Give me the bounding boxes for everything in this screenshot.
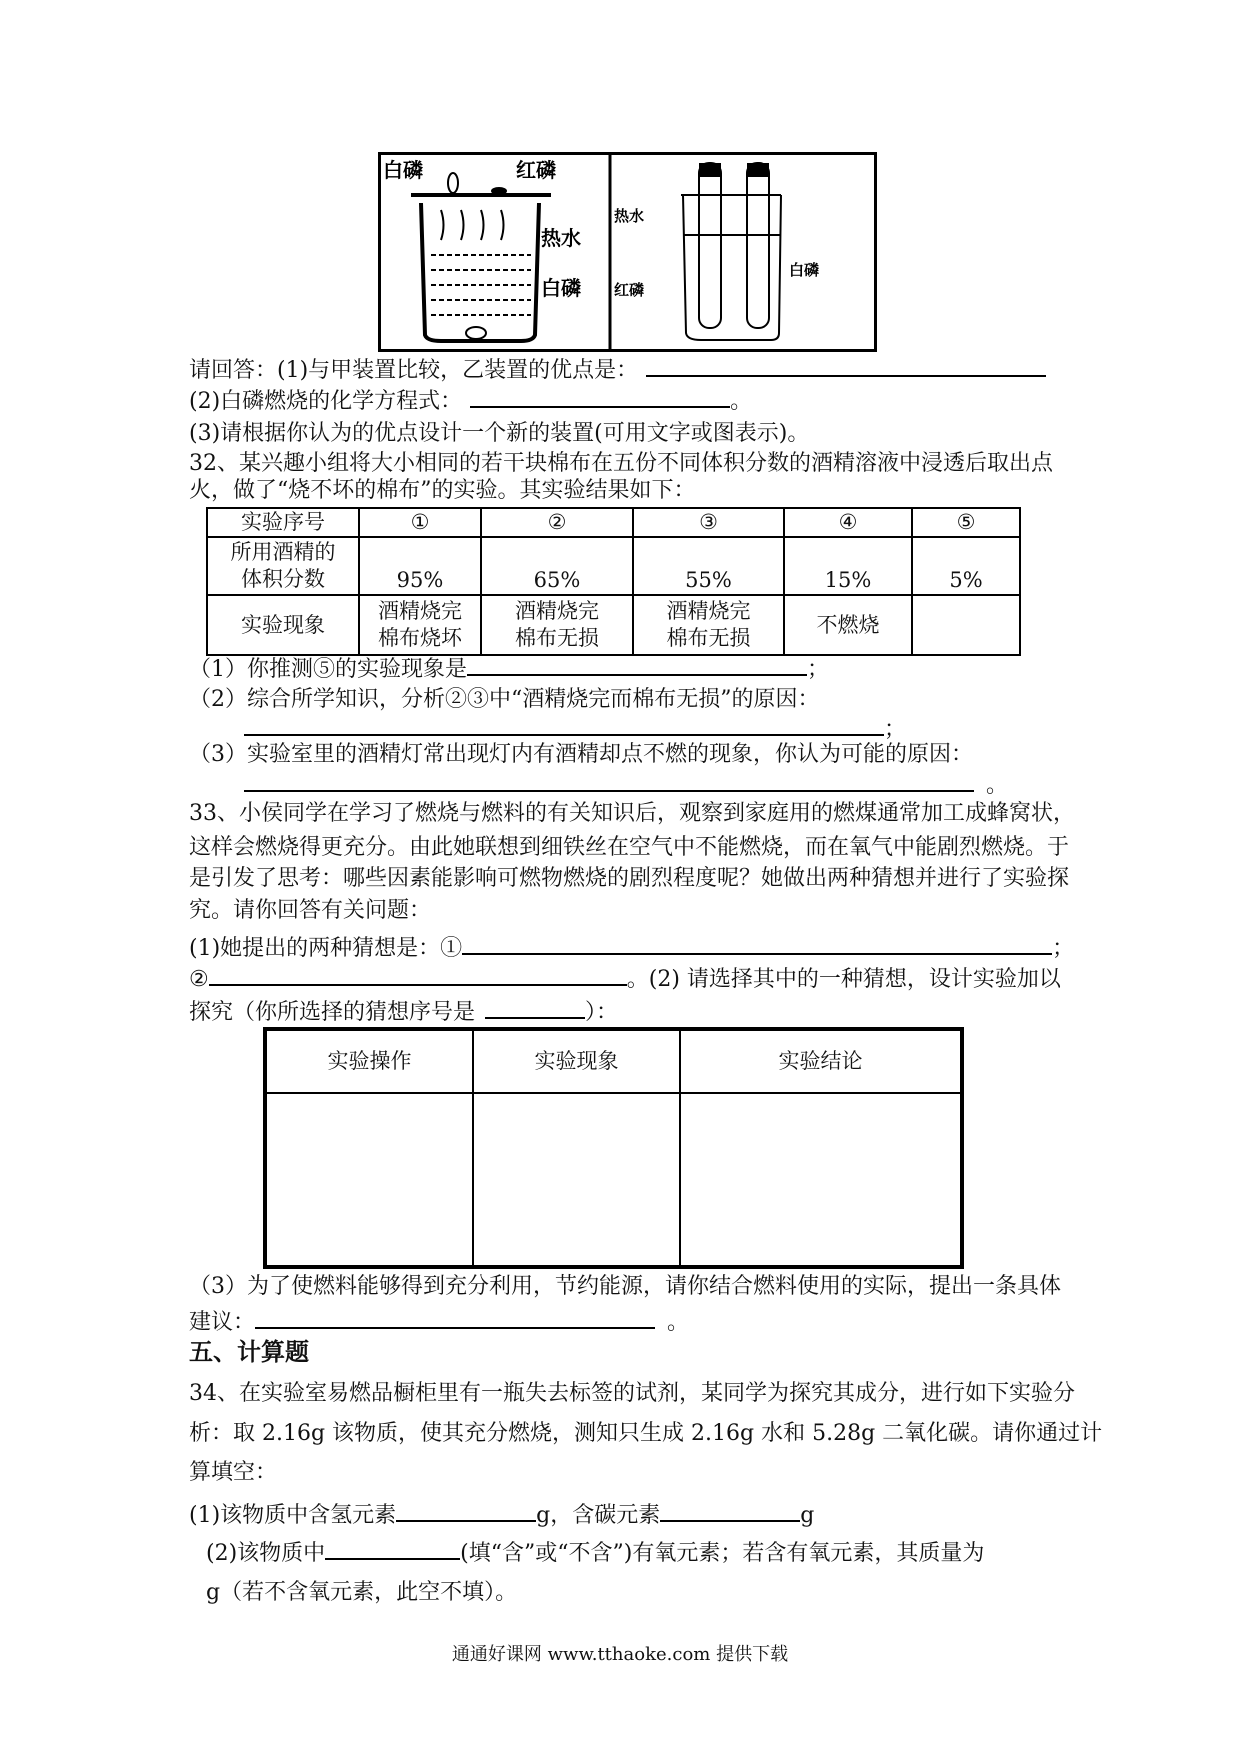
cell: 65%: [481, 537, 633, 595]
header-cell: 实验序号: [207, 508, 359, 537]
header-cell: 实验操作: [265, 1029, 473, 1093]
table-row: [207, 508, 1020, 537]
cell: 不燃烧: [784, 595, 912, 655]
apparatus-diagram: [381, 155, 874, 349]
footer: 通通好课网 www.tthaoke.com 提供下载: [451, 1644, 789, 1665]
label-white-p-top: 白磷: [383, 158, 423, 182]
q32-para1: 32、某兴趣小组将大小相同的若干块棉布在五份不同体积分数的酒精溶液中浸透后取出点: [189, 451, 1053, 476]
text: 所用酒精的: [230, 540, 336, 564]
text: (1)她提出的两种猜想是：①: [189, 936, 463, 961]
text: (填“含”或“不含”)有氧元素；若含有氧元素，其质量为: [460, 1541, 985, 1566]
answer-blank[interactable]: [462, 933, 1052, 955]
answer-blank[interactable]: [646, 355, 1046, 377]
text: 。: [730, 389, 753, 414]
text: ；: [1052, 936, 1075, 961]
row-label: [207, 537, 359, 595]
text: （1）你推测⑤的实验现象是: [189, 657, 467, 682]
table-row: [265, 1093, 962, 1267]
cell: [359, 595, 481, 655]
row-label: 实验现象: [207, 595, 359, 655]
results-table: [206, 507, 1021, 656]
experiment-design-table: [263, 1027, 964, 1269]
cell: [481, 595, 633, 655]
section-heading: 五、计算题: [189, 1337, 309, 1366]
q33-para1: 33、小侯同学在学习了燃烧与燃料的有关知识后，观察到家庭用的燃煤通常加工成蜂窝状，: [189, 801, 1075, 826]
cell: 15%: [784, 537, 912, 595]
text: 酒精烧完: [515, 599, 599, 623]
text: ②: [189, 967, 209, 992]
q31-line2: [189, 386, 752, 416]
text: 棉布无损: [515, 626, 599, 650]
text: 棉布烧坏: [378, 626, 462, 650]
q31-line3: (3)请根据你认为的优点设计一个新的装置(可用文字或图表示)。: [189, 421, 810, 446]
q34-para3: 算填空：: [189, 1460, 278, 1485]
q33-para4: 究。请你回答有关问题：: [189, 898, 432, 923]
label-hot-water-right: 热水: [614, 207, 645, 225]
text: (2)该物质中: [206, 1541, 326, 1566]
text: 探究（你所选择的猜想序号是: [189, 1000, 476, 1025]
text: 建议：: [189, 1310, 256, 1335]
q34-s1: [189, 1500, 814, 1530]
label-red-p-right: 红磷: [614, 281, 645, 299]
answer-blank[interactable]: [467, 654, 807, 676]
cell: 5%: [912, 537, 1020, 595]
apparatus-figure: [378, 152, 877, 352]
q34-para1: 34、在实验室易燃品橱柜里有一瓶失去标签的试剂，某同学为探究其成分，进行如下实验分: [189, 1381, 1075, 1406]
q32-s2: （2）综合所学知识，分析②③中“酒精烧完而棉布无损”的原因：: [189, 687, 820, 712]
q32-s1: [189, 654, 829, 684]
q34-para2: 析：取 2.16g 该物质，使其充分燃烧，测知只生成 2.16g 水和 5.28g 二氧化碳。请你通过计: [189, 1421, 1103, 1446]
text: 。(2) 请选择其中的一种猜想，设计实验加以: [626, 967, 1061, 992]
q34-s2: [206, 1538, 984, 1568]
q33-s3: （3）为了使燃料能够得到充分利用，节约能源，请你结合燃料使用的实际，提出一条具体: [189, 1274, 1062, 1299]
cell-empty[interactable]: [912, 595, 1020, 655]
answer-blank[interactable]: [255, 1307, 655, 1329]
q32-s3: （3）实验室里的酒精灯常出现灯内有酒精却点不燃的现象，你认为可能的原因：: [189, 742, 973, 767]
table-row: [265, 1029, 962, 1093]
text: 请回答：(1)与甲装置比较，乙装置的优点是：: [189, 358, 639, 383]
text: ）：: [585, 1000, 619, 1025]
header-cell: 实验现象: [473, 1029, 680, 1093]
answer-blank[interactable]: [396, 1500, 536, 1522]
header-cell: ⑤: [912, 508, 1020, 537]
answer-blank[interactable]: [485, 997, 585, 1019]
text: 酒精烧完: [378, 599, 462, 623]
text: ；: [807, 657, 830, 682]
answer-blank[interactable]: [325, 1538, 460, 1560]
answer-blank[interactable]: [470, 386, 730, 408]
q32-s3-answer: [244, 770, 1008, 800]
text: 。: [986, 773, 1009, 798]
cell: 95%: [359, 537, 481, 595]
answer-blank[interactable]: [244, 770, 974, 792]
answer-blank[interactable]: [209, 964, 627, 986]
q33-s1: [189, 933, 1074, 963]
header-cell: ①: [359, 508, 481, 537]
header-cell: ③: [633, 508, 784, 537]
q33-s1b: [189, 964, 1061, 994]
label-white-p-right: 白磷: [789, 261, 820, 279]
cell: [633, 595, 784, 655]
text: 棉布无损: [666, 626, 751, 650]
answer-cell[interactable]: [680, 1093, 962, 1267]
text: 。: [667, 1310, 690, 1335]
text: (1)该物质中含氢元素: [189, 1503, 397, 1528]
cell: 55%: [633, 537, 784, 595]
header-cell: 实验结论: [680, 1029, 962, 1093]
text: g: [800, 1503, 815, 1528]
header-cell: ②: [481, 508, 633, 537]
answer-blank[interactable]: [244, 714, 884, 736]
q33-s3b: [189, 1307, 689, 1337]
q33-s2: [189, 997, 618, 1027]
q32-s2-answer: [244, 714, 906, 744]
q34-s3: g（若不含氧元素，此空不填）。: [206, 1580, 518, 1605]
answer-blank[interactable]: [660, 1500, 800, 1522]
text: g，含碳元素: [536, 1503, 661, 1528]
q33-para3: 是引发了思考：哪些因素能影响可燃物燃烧的剧烈程度呢？她做出两种猜想并进行了实验探: [189, 866, 1070, 891]
label-red-p: 红磷: [516, 158, 556, 182]
label-hot-water: 热水: [541, 226, 581, 250]
q32-para2: 火，做了“烧不坏的棉布”的实验。其实验结果如下：: [189, 478, 696, 503]
table-row: [207, 537, 1020, 595]
q33-para2: 这样会燃烧得更充分。由此她联想到细铁丝在空气中不能燃烧，而在氧气中能剧烈燃烧。于: [189, 835, 1070, 860]
table-row: [207, 595, 1020, 655]
text: ；: [884, 717, 907, 742]
answer-cell[interactable]: [265, 1093, 473, 1267]
text: (2)白磷燃烧的化学方程式：: [189, 389, 463, 414]
q31-line1: [189, 355, 1046, 385]
answer-cell[interactable]: [473, 1093, 680, 1267]
text: 酒精烧完: [666, 599, 751, 623]
text: 体积分数: [241, 567, 325, 591]
header-cell: ④: [784, 508, 912, 537]
label-white-p-bottom: 白磷: [541, 276, 581, 300]
